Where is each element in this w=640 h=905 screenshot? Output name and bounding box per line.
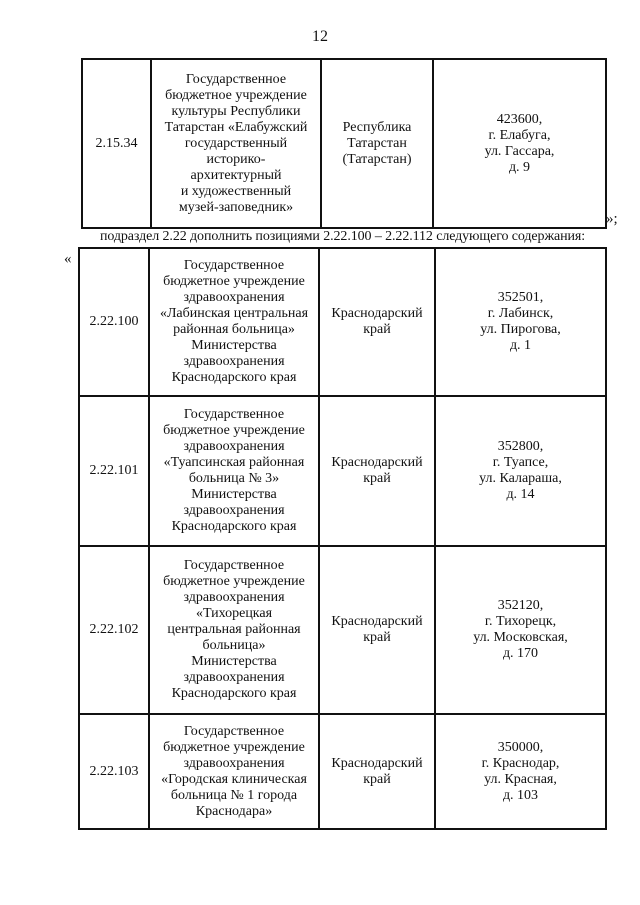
row-number: 2.22.103 bbox=[79, 714, 149, 829]
page-number: 12 bbox=[312, 28, 328, 45]
institution-name: Государственное бюджетное учреждение здравоохранения «Тихорецкая центральная районная больница» Министерства здравоохранения Краснодарского края bbox=[149, 546, 319, 714]
institution-name: Государственное бюджетное учреждение здравоохранения «Лабинская центральная районная больница» Министерства здравоохранения Краснодарского края bbox=[149, 248, 319, 396]
section-intro-text: подраздел 2.22 дополнить позициями 2.22.100 – 2.22.112 следующего содержания: bbox=[100, 229, 586, 244]
institution-name: Государственное бюджетное учреждение здравоохранения «Туапсинская районная больница № 3» Министерства здравоохранения Краснодарского края bbox=[149, 396, 319, 546]
table-row bbox=[79, 546, 606, 714]
row-number: 2.22.101 bbox=[79, 396, 149, 546]
opening-quote-mark: « bbox=[64, 251, 72, 267]
table-row bbox=[79, 714, 606, 829]
table-row bbox=[79, 248, 606, 396]
row-number: 2.22.102 bbox=[79, 546, 149, 714]
institution-name: Государственное бюджетное учреждение здравоохранения «Городская клиническая больница № 1 города Краснодара» bbox=[149, 714, 319, 829]
address: 352120, г. Тихорецк, ул. Московская, д. 170 bbox=[435, 546, 606, 714]
row-number: 2.15.34 bbox=[82, 59, 151, 228]
region: Краснодарский край bbox=[319, 546, 435, 714]
table-row bbox=[82, 59, 606, 228]
region: Краснодарский край bbox=[319, 396, 435, 546]
institutions-table bbox=[78, 247, 607, 830]
region: Краснодарский край bbox=[319, 714, 435, 829]
address: 350000, г. Краснодар, ул. Красная, д. 103 bbox=[435, 714, 606, 829]
institution-name: Государственное бюджетное учреждение культуры Республики Татарстан «Елабужский государственный историко- архитектурный и художественный музей-заповедник» bbox=[151, 59, 321, 228]
address: 423600, г. Елабуга, ул. Гассара, д. 9 bbox=[433, 59, 606, 228]
address: 352800, г. Туапсе, ул. Калараша, д. 14 bbox=[435, 396, 606, 546]
table-row bbox=[79, 396, 606, 546]
address: 352501, г. Лабинск, ул. Пирогова, д. 1 bbox=[435, 248, 606, 396]
region: Краснодарский край bbox=[319, 248, 435, 396]
row-number: 2.22.100 bbox=[79, 248, 149, 396]
closing-quote-mark: »; bbox=[606, 211, 618, 227]
top-table bbox=[81, 58, 607, 229]
region: Республика Татарстан (Татарстан) bbox=[321, 59, 433, 228]
